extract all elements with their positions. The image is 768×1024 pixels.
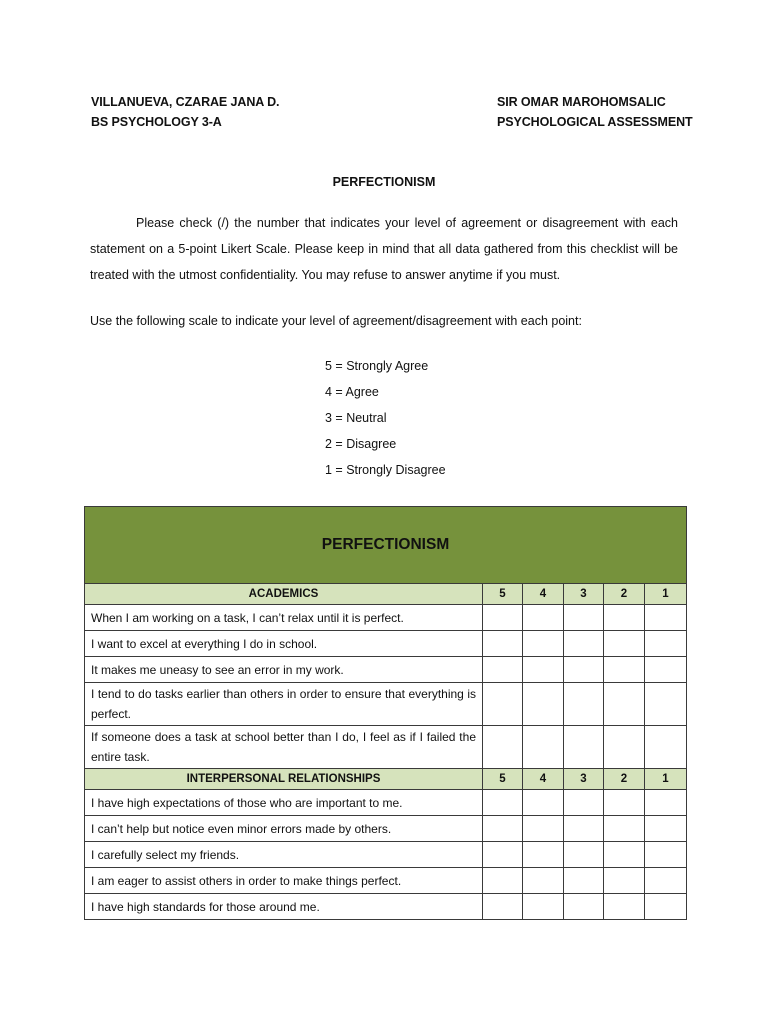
- rating-checkbox-1[interactable]: [645, 631, 687, 657]
- rating-checkbox-1[interactable]: [645, 605, 687, 631]
- rating-checkbox-1[interactable]: [645, 790, 687, 816]
- scale-column-header: 3: [564, 769, 604, 790]
- rating-checkbox-3[interactable]: [564, 816, 604, 842]
- table-row: [85, 790, 687, 816]
- statement: I can’t help but notice even minor errors made by others.: [85, 816, 483, 842]
- rating-checkbox-4[interactable]: [523, 790, 564, 816]
- rating-checkbox-5[interactable]: [483, 790, 523, 816]
- statement: It makes me uneasy to see an error in my work.: [85, 657, 483, 683]
- perfectionism-table: [84, 506, 687, 920]
- scale-column-header: 3: [564, 584, 604, 605]
- course: BS PSYCHOLOGY 3-A: [91, 115, 222, 129]
- scale-item: 1 = Strongly Disagree: [325, 463, 446, 477]
- table-row: [85, 657, 687, 683]
- rating-checkbox-1[interactable]: [645, 683, 687, 726]
- statement: I want to excel at everything I do in school.: [85, 631, 483, 657]
- scale-item: 5 = Strongly Agree: [325, 359, 429, 373]
- rating-checkbox-4[interactable]: [523, 842, 564, 868]
- table-row: [85, 868, 687, 894]
- scale-column-header: 5: [483, 769, 523, 790]
- rating-checkbox-1[interactable]: [645, 816, 687, 842]
- rating-checkbox-1[interactable]: [645, 868, 687, 894]
- scale-column-header: 4: [523, 769, 564, 790]
- statement: I have high expectations of those who are important to me.: [85, 790, 483, 816]
- rating-checkbox-3[interactable]: [564, 790, 604, 816]
- section-title: ACADEMICS: [85, 584, 483, 605]
- scale-item: 3 = Neutral: [325, 411, 387, 425]
- table-row: [85, 726, 687, 769]
- rating-checkbox-1[interactable]: [645, 842, 687, 868]
- student-info: [91, 92, 279, 132]
- rating-checkbox-3[interactable]: [564, 842, 604, 868]
- statement: If someone does a task at school better than I do, I feel as if I failed the entire task.: [85, 726, 483, 769]
- rating-checkbox-2[interactable]: [604, 790, 645, 816]
- rating-checkbox-2[interactable]: [604, 842, 645, 868]
- statement: I am eager to assist others in order to make things perfect.: [85, 868, 483, 894]
- table-row: [85, 631, 687, 657]
- rating-checkbox-2[interactable]: [604, 657, 645, 683]
- subject-name: PSYCHOLOGICAL ASSESSMENT: [497, 115, 693, 129]
- statement: When I am working on a task, I can’t relax until it is perfect.: [85, 605, 483, 631]
- scale-column-header: 1: [645, 769, 687, 790]
- rating-checkbox-2[interactable]: [604, 868, 645, 894]
- rating-checkbox-5[interactable]: [483, 894, 523, 920]
- rating-checkbox-4[interactable]: [523, 868, 564, 894]
- instructor-name: SIR OMAR MAROHOMSALIC: [497, 95, 666, 109]
- rating-checkbox-2[interactable]: [604, 683, 645, 726]
- section-header-academics: [85, 584, 687, 605]
- rating-checkbox-3[interactable]: [564, 683, 604, 726]
- table-row: [85, 816, 687, 842]
- scale-column-header: 4: [523, 584, 564, 605]
- rating-checkbox-4[interactable]: [523, 605, 564, 631]
- scale-column-header: 2: [604, 584, 645, 605]
- instructions-text: Please check (/) the number that indicates your level of agreement or disagreement with each statement on a 5-point Likert Scale. Please keep in mind that all data gathered from this checklist will be treated with the utmost confidentiality. You may refuse to answer anytime if you must.: [90, 216, 678, 282]
- rating-checkbox-1[interactable]: [645, 657, 687, 683]
- rating-checkbox-3[interactable]: [564, 605, 604, 631]
- rating-checkbox-4[interactable]: [523, 683, 564, 726]
- rating-checkbox-5[interactable]: [483, 605, 523, 631]
- rating-checkbox-5[interactable]: [483, 683, 523, 726]
- section-title: INTERPERSONAL RELATIONSHIPS: [85, 769, 483, 790]
- statement: I carefully select my friends.: [85, 842, 483, 868]
- rating-checkbox-3[interactable]: [564, 726, 604, 769]
- scale-item: 2 = Disagree: [325, 437, 397, 451]
- rating-checkbox-2[interactable]: [604, 605, 645, 631]
- scale-item: 4 = Agree: [325, 385, 379, 399]
- rating-checkbox-5[interactable]: [483, 726, 523, 769]
- rating-checkbox-3[interactable]: [564, 868, 604, 894]
- rating-checkbox-5[interactable]: [483, 657, 523, 683]
- rating-checkbox-2[interactable]: [604, 726, 645, 769]
- table-row: [85, 683, 687, 726]
- table-banner-title: PERFECTIONISM: [85, 507, 687, 584]
- course-info: [497, 92, 693, 132]
- rating-checkbox-2[interactable]: [604, 631, 645, 657]
- instructions: [90, 210, 678, 288]
- scale-intro: Use the following scale to indicate your level of agreement/disagreement with each point:: [90, 314, 582, 328]
- table-row: [85, 605, 687, 631]
- rating-checkbox-5[interactable]: [483, 631, 523, 657]
- scale-column-header: 2: [604, 769, 645, 790]
- statement: I tend to do tasks earlier than others in order to ensure that everything is perfect.: [85, 683, 483, 726]
- rating-checkbox-2[interactable]: [604, 894, 645, 920]
- section-header-interpersonal: [85, 769, 687, 790]
- likert-scale-legend: [325, 353, 446, 483]
- rating-checkbox-5[interactable]: [483, 868, 523, 894]
- table-row: [85, 894, 687, 920]
- rating-checkbox-4[interactable]: [523, 816, 564, 842]
- rating-checkbox-3[interactable]: [564, 631, 604, 657]
- table-banner: [85, 507, 687, 584]
- student-name: VILLANUEVA, CZARAE JANA D.: [91, 95, 280, 109]
- rating-checkbox-3[interactable]: [564, 894, 604, 920]
- rating-checkbox-1[interactable]: [645, 894, 687, 920]
- rating-checkbox-4[interactable]: [523, 657, 564, 683]
- rating-checkbox-4[interactable]: [523, 894, 564, 920]
- table-row: [85, 842, 687, 868]
- statement: I have high standards for those around me.: [85, 894, 483, 920]
- rating-checkbox-4[interactable]: [523, 631, 564, 657]
- rating-checkbox-5[interactable]: [483, 816, 523, 842]
- rating-checkbox-1[interactable]: [645, 726, 687, 769]
- rating-checkbox-5[interactable]: [483, 842, 523, 868]
- rating-checkbox-3[interactable]: [564, 657, 604, 683]
- rating-checkbox-4[interactable]: [523, 726, 564, 769]
- scale-column-header: 5: [483, 584, 523, 605]
- rating-checkbox-2[interactable]: [604, 816, 645, 842]
- document-title: PERFECTIONISM: [332, 175, 436, 189]
- scale-column-header: 1: [645, 584, 687, 605]
